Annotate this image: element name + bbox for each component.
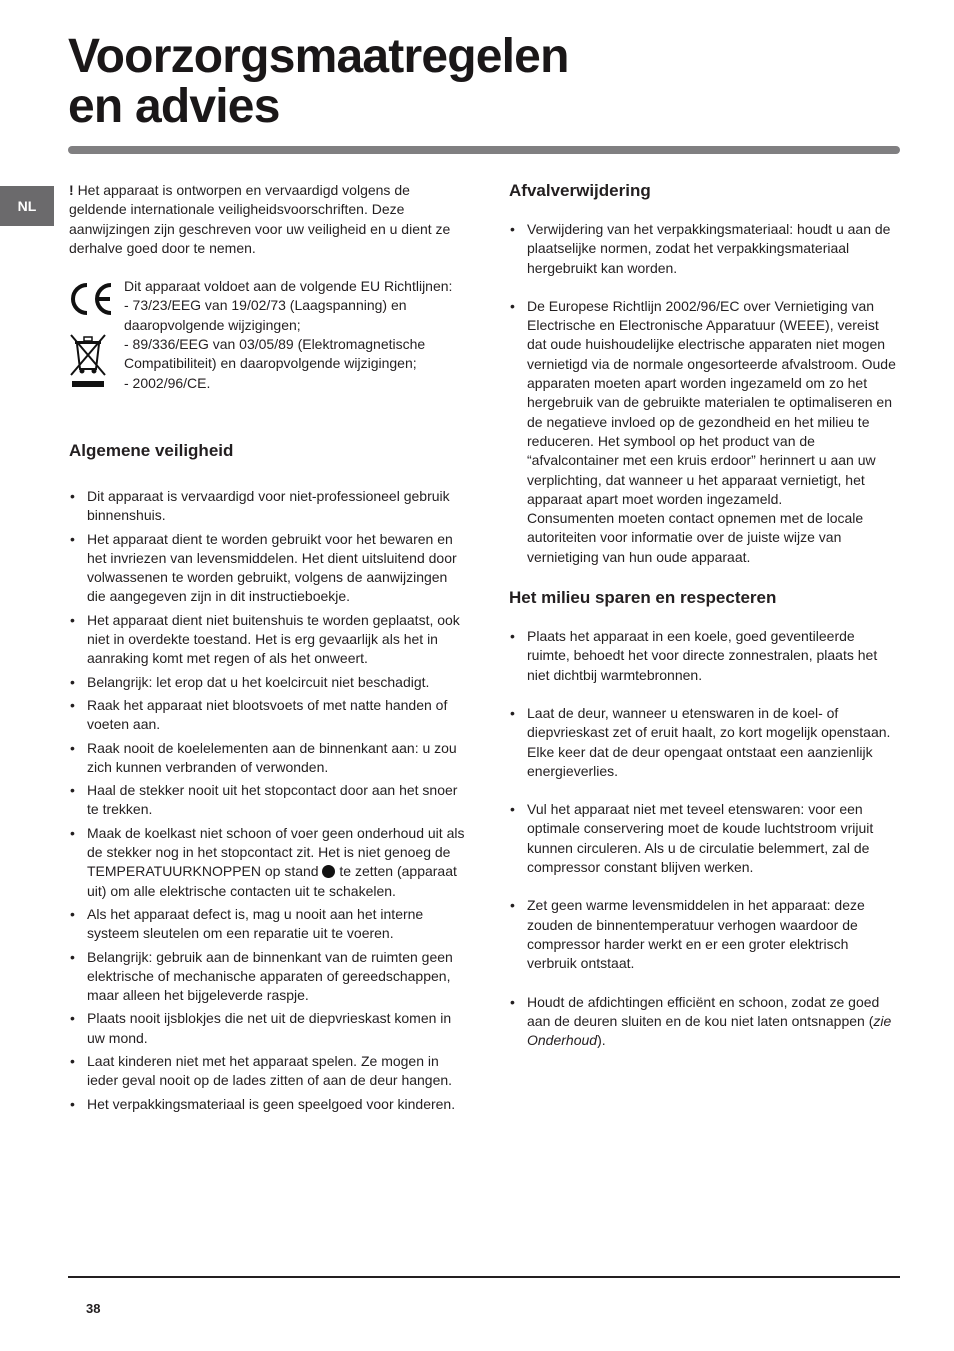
list-item: • Het apparaat dient te worden gebruikt voor het bewaren en het invriezen van levensmiddelen. Het dient uitsluitend door volwassenen te worden gebruikt, volgens de aanwijzingen die aangegeven zijn in dit instructieboekje. xyxy=(69,530,465,607)
title-rule xyxy=(68,146,900,154)
compliance-line-4: - 2002/96/CE. xyxy=(124,374,211,391)
list-item: • Plaats nooit ijsblokjes die net uit de diepvrieskast komen in uw mond. xyxy=(69,1009,465,1048)
list-item: • Het verpakkingsmateriaal is geen speelgoed voor kinderen. xyxy=(69,1095,465,1114)
off-position-dot-icon xyxy=(322,865,335,878)
page-title-line-2: en advies xyxy=(68,80,280,133)
list-item-seals xyxy=(509,993,901,1051)
milieu-list xyxy=(509,627,901,1050)
list-item-thermostat xyxy=(69,824,465,901)
page-title-line-1: Voorzorgsmaatregelen xyxy=(68,30,569,83)
list-item: • Vul het apparaat niet met teveel etenswaren: voor een optimale conservering moet de koude luchtstroom vrijuit kunnen circuleren. Als u de circulatie belemmert, zal de compressor constant blijven werken. xyxy=(509,800,901,877)
seals-reference: zie Onderhoud xyxy=(527,1012,892,1049)
thermostat-text-before: Maak de koelkast niet schoon of voer geen onderhoud uit als de stekker nog in het stopcontact zit. Het is niet genoeg de TEMPERATUURKNOPPEN op stand xyxy=(87,824,465,880)
seals-text-after: ). xyxy=(597,1032,606,1049)
intro-text: Het apparaat is ontworpen en vervaardigd volgens de geldende internationale veiligheidsvoorschriften. Deze aanwijzingen zijn geschreven voor uw veiligheid en u dient ze derhalve goed door te nemen. xyxy=(69,182,451,256)
list-item: • Raak het apparaat niet blootsvoets of met natte handen of voeten aan. xyxy=(69,696,465,735)
algemene-veiligheid-heading: Algemene veiligheid xyxy=(69,440,234,460)
list-item: • Haal de stekker nooit uit het stopcontact door aan het snoer te trekken. xyxy=(69,781,465,820)
list-item: • Verwijdering van het verpakkingsmateriaal: houdt u aan de plaatselijke normen, zodat het verpakkingsmateriaal hergebruikt kan worden. xyxy=(509,220,901,278)
compliance-text xyxy=(124,277,465,393)
list-item: • Laat de deur, wanneer u etenswaren in de koel- of diepvrieskast zet of eruit haalt, zo kort mogelijk openstaan. Elke keer dat de deur opengaat ontstaat een aanzienlijk energieverlies. xyxy=(509,704,901,781)
list-item: • Als het apparaat defect is, mag u nooit aan het interne systeem sleutelen om een reparatie uit te voeren. xyxy=(69,905,465,944)
list-item: • Raak nooit de koelelementen aan de binnenkant aan: u zou zich kunnen verbranden of verwonden. xyxy=(69,739,465,778)
compliance-line-2: - 73/23/EEG van 19/02/73 (Laagspanning) en daaropvolgende wijzigingen; xyxy=(124,297,407,333)
left-column xyxy=(69,181,465,1118)
page-number: 38 xyxy=(86,1301,101,1316)
ce-mark-icon xyxy=(67,279,117,319)
algemene-veiligheid-list xyxy=(69,487,465,1114)
afvalverwijdering-heading: Afvalverwijdering xyxy=(509,181,651,200)
list-item: • Het apparaat dient niet buitenshuis te worden geplaatst, ook niet in overdekte toestand. Het is erg gevaarlijk als het in aanraking komt met regen of als het onweert. xyxy=(69,611,465,669)
weee-text: De Europese Richtlijn 2002/96/EC over Vernietiging van Electrische en Electronische Apparatuur (WEEE), vereist dat oude huishoudelijke electrische apparaten niet mogen vernietigd via de normale ongesorteerde afvalstroom. Oude apparaten moeten apart worden ingezameld om zo het hergebruik van de gebruikte materialen te optimaliseren en de negatieve invloed op de gezondheid en het milieu te reduceren. Het symbool op het product van de “afvalcontainer met een kruis erdoor” herinnert u aan uw verplichting, dat wanneer u het apparaat vernietigt, het apparaat apart moet worden ingezameld. xyxy=(527,297,896,507)
right-column xyxy=(509,181,901,1069)
milieu-heading: Het milieu sparen en respecteren xyxy=(509,588,777,608)
list-item: • Plaats het apparaat in een koele, goed geventileerde ruimte, behoedt het voor directe zonnestralen, plaats het niet dichtbij warmtebronnen. xyxy=(509,627,901,685)
page-title xyxy=(68,32,569,132)
compliance-block xyxy=(69,277,465,393)
compliance-icons xyxy=(69,277,124,393)
list-item: • Belangrijk: gebruik aan de binnenkant van de ruimten geen elektrische of mechanische apparaten of gereedschappen, maar alleen het bijgeleverde raspje. xyxy=(69,948,465,1006)
exclamation-mark: ! xyxy=(69,182,74,198)
afvalverwijdering-list xyxy=(509,220,901,567)
list-item: • Belangrijk: let erop dat u het koelcircuit niet beschadigt. xyxy=(69,673,465,692)
list-item: • Dit apparaat is vervaardigd voor niet-professioneel gebruik binnenshuis. xyxy=(69,487,465,526)
crossed-out-bin-icon xyxy=(69,333,107,391)
consumenten-text: Consumenten moeten contact opnemen met de locale autoriteiten voor informatie over de juiste wijze van vernietiging van hun oude apparaat. xyxy=(527,510,864,565)
list-item: • Laat kinderen niet met het apparaat spelen. Ze mogen in ieder geval nooit op de lades zitten of aan de deur hangen. xyxy=(69,1052,465,1091)
compliance-line-3: - 89/336/EEG van 03/05/89 (Elektromagnetische Compatibiliteit) en daaropvolgende wijzigingen; xyxy=(124,336,426,372)
seals-text-before: Houdt de afdichtingen efficiënt en schoon, zodat ze goed aan de deuren sluiten en de kou niet laten ontsnappen ( xyxy=(527,993,880,1029)
footer-rule xyxy=(68,1276,900,1278)
thermostat-text-after: te zetten (apparaat uit) om alle elektrische contacten uit te schakelen. xyxy=(87,863,457,899)
compliance-line-1: Dit apparaat voldoet aan de volgende EU Richtlijnen: xyxy=(124,278,453,295)
language-tab: NL xyxy=(0,186,54,226)
intro-paragraph xyxy=(69,181,465,258)
list-item-weee xyxy=(509,297,901,567)
list-item: • Zet geen warme levensmiddelen in het apparaat: deze zouden de binnentemperatuur verhogen waardoor de compressor harder werkt en er een groter elektrisch verbruik ontstaat. xyxy=(509,896,901,973)
